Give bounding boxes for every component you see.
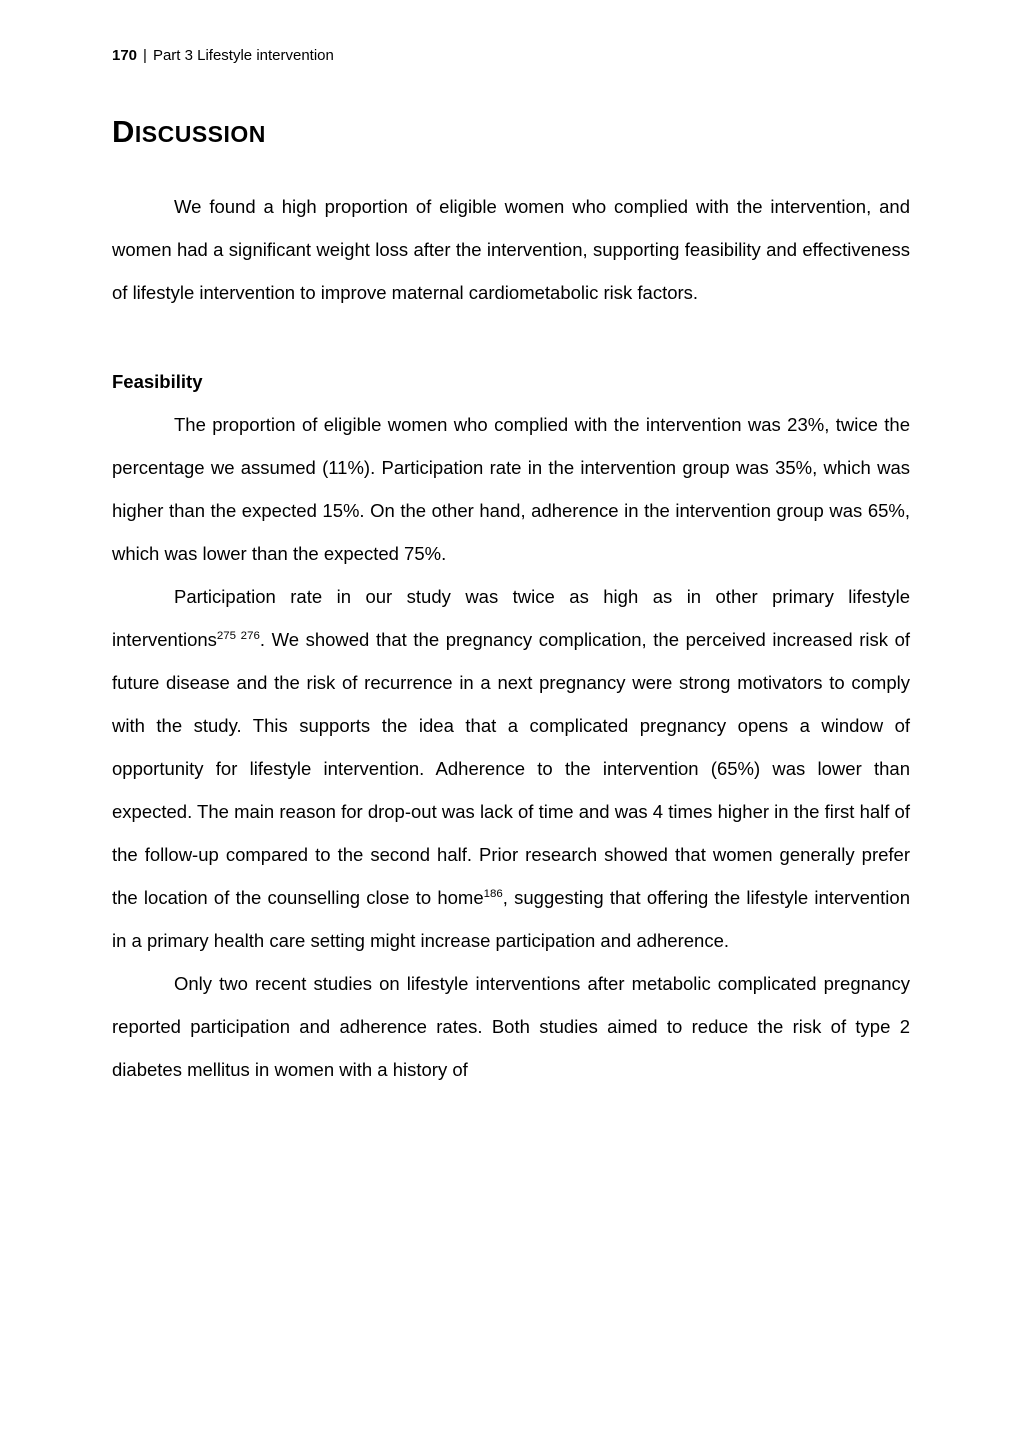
citation-superscript: 186	[483, 888, 503, 901]
intro-paragraph	[112, 185, 910, 314]
page-title-lead: D	[112, 114, 135, 149]
subheading-feasibility: Feasibility	[112, 371, 203, 393]
text-run: Participation rate in our study was twice as high as in other primary lifestyle interventions	[112, 586, 910, 651]
feasibility-paragraph-1	[112, 403, 910, 575]
header-section-title: Part 3 Lifestyle intervention	[152, 47, 334, 64]
text-run: We found a high proportion of eligible women who complied with the intervention, and women had a significant weight loss after the intervention, supporting feasibility and effectiveness of lifestyle intervention to improve maternal cardiometabolic risk factors.	[112, 196, 910, 304]
text-run: . We showed that the pregnancy complication, the perceived increased risk of future disease and the risk of recurrence in a next pregnancy were strong motivators to comply with the study. This supports the idea that a complicated pregnancy opens a window of opportunity for lifestyle intervention. Adherence to the intervention (65%) was lower than expected. The main reason for drop-out was lack of time and was 4 times higher in the first half of the follow-up compared to the second half. Prior research showed that women generally prefer the location of the counselling close to home	[112, 629, 910, 909]
text-run: The proportion of eligible women who complied with the intervention was 23%, twice the percentage we assumed (11%). Participation rate in the intervention group was 35%, which was higher than the expected 15%. On the other hand, adherence in the intervention group was 65%, which was lower than the expected 75%.	[112, 414, 910, 565]
feasibility-paragraph-2	[112, 575, 910, 962]
citation-superscript: 275 276	[216, 630, 260, 643]
page-title	[112, 114, 910, 149]
header-divider: |	[143, 47, 147, 64]
feasibility-paragraph-3	[112, 962, 910, 1091]
page-header	[112, 46, 910, 66]
text-run: , suggesting that offering the lifestyle intervention in a primary health care setting might increase participation and adherence.	[112, 887, 910, 952]
document-body	[112, 185, 910, 1091]
text-run: Only two recent studies on lifestyle interventions after metabolic complicated pregnancy reported participation and adherence rates. Both studies aimed to reduce the risk of type 2 diabetes mellitus in women with a history of	[112, 973, 910, 1081]
page-number: 170	[112, 47, 138, 64]
page-title-rest: ISCUSSION	[134, 121, 266, 147]
